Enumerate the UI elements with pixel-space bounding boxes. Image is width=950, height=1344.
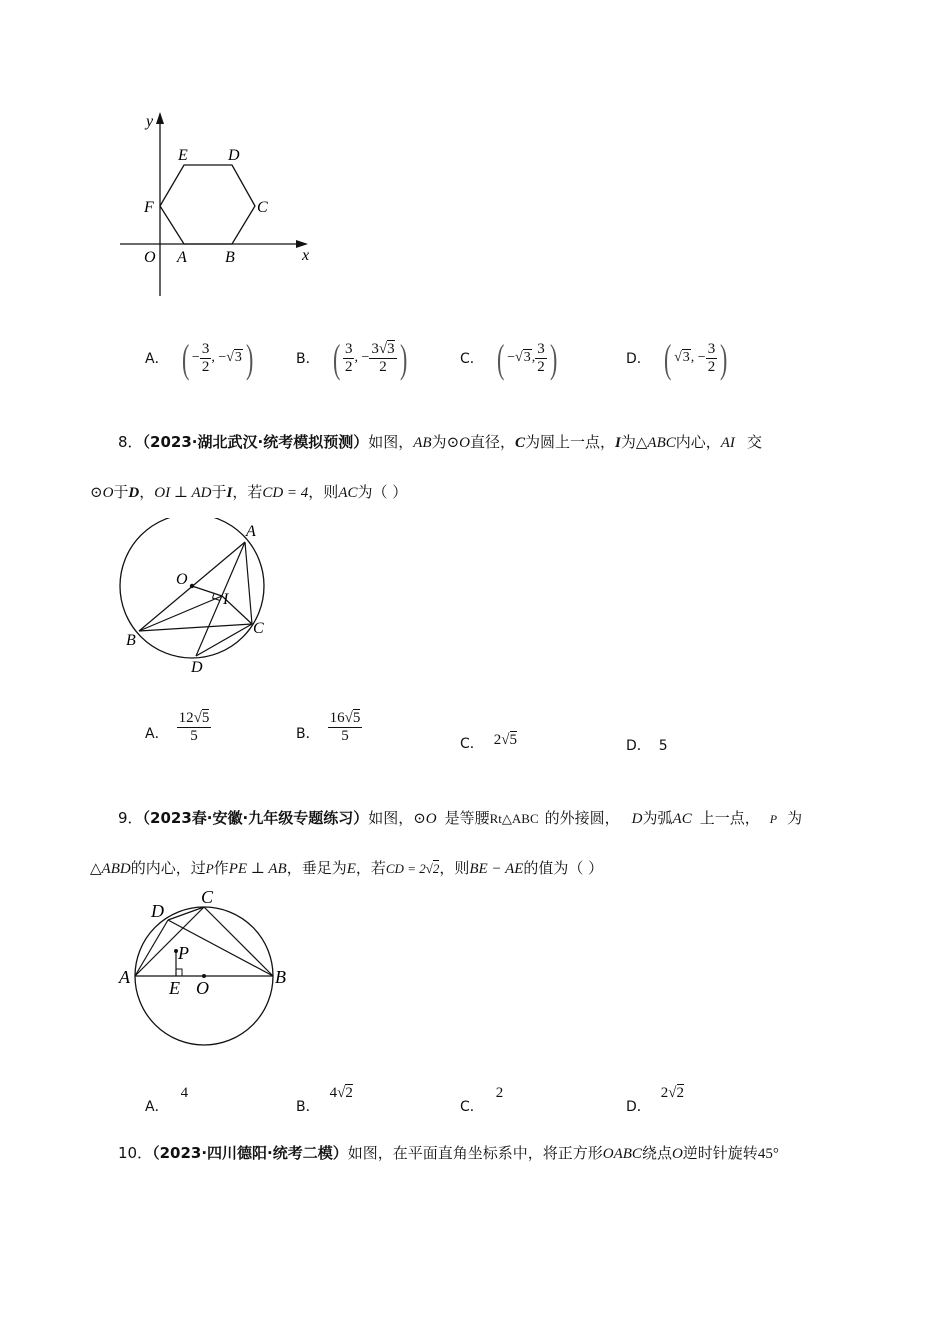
option-letter: D． <box>626 1099 651 1115</box>
y-axis-arrow <box>156 112 164 124</box>
label-I: I <box>223 591 229 608</box>
option-letter: D． <box>626 351 651 367</box>
right-angle-mark <box>176 969 182 976</box>
q9-circle-figure <box>110 885 300 1060</box>
option-letter: B． <box>296 1099 320 1115</box>
label-E: E <box>169 978 180 998</box>
label-D: D <box>191 659 203 676</box>
q9-option-d[interactable]: D．2√2 <box>626 1085 685 1115</box>
q9-option-c[interactable]: C．2 <box>460 1085 504 1115</box>
label-O: O <box>196 978 209 998</box>
segment-BC <box>139 624 252 631</box>
q8-circle-figure <box>110 518 290 678</box>
q9-line2: △ABD的内心，过P作PE ⊥ AB，垂足为E，若CD = 2√2，则BE − AE的值为（ ） <box>90 859 604 877</box>
option-letter: C． <box>460 351 484 367</box>
option-letter: B． <box>296 726 320 742</box>
center-dot <box>190 584 194 588</box>
q8-line1: 8．（2023·湖北武汉·统考模拟预测）如图，AB为⊙O直径，C为圆上一点，I为△ABC内心，AI 交 <box>118 433 762 451</box>
label-C: C <box>253 620 264 637</box>
question-number: 9． <box>118 809 143 827</box>
hexagon <box>160 165 255 244</box>
q7-option-c[interactable]: C． ( − √3 , $\frac{3}{2}$ ) <box>460 335 558 381</box>
label-B: B <box>225 249 235 266</box>
q8-option-d[interactable]: D． 5 <box>626 738 668 754</box>
q7-option-a[interactable]: A． ( − $\frac{3}{2}$ , − √3 ) <box>145 335 254 381</box>
label-E: E <box>178 147 188 164</box>
q10-line1: 10．（2023·四川德阳·统考二模）如图，在平面直角坐标系中，将正方形OABC绕点O逆时针旋转45° <box>118 1144 779 1162</box>
label-A: A <box>119 967 130 987</box>
question-source: （2023春·安徽·九年级专题练习） <box>142 809 369 827</box>
option-letter: D． <box>626 738 651 754</box>
q8-option-a[interactable]: A． $\frac{12√5}{5}$ <box>145 710 210 744</box>
segment-AD <box>196 542 245 656</box>
hexagon-coordinate-figure <box>110 108 330 308</box>
label-B: B <box>126 632 136 649</box>
label-A: A <box>177 249 187 266</box>
label-D: D <box>228 147 240 164</box>
label-C: C <box>257 199 268 216</box>
option-letter: A． <box>145 726 169 742</box>
q9-line1: 9．（2023春·安徽·九年级专题练习）如图，⊙O 是等腰Rt△ABC 的外接圆， D为弧AC 上一点， P 为 <box>118 809 803 827</box>
label-y: y <box>146 113 154 130</box>
option-letter: C． <box>460 736 484 752</box>
label-O: O <box>176 571 188 588</box>
option-letter: A． <box>145 351 169 367</box>
segment-AC <box>245 542 252 624</box>
question-source: （2023·四川德阳·统考二模） <box>152 1144 348 1162</box>
label-P: P <box>178 943 189 963</box>
label-F: F <box>144 199 154 216</box>
segment-BC <box>204 907 273 976</box>
q9-option-a[interactable]: A．4 <box>145 1085 189 1115</box>
segment-AC <box>135 907 204 976</box>
label-A: A <box>246 523 256 540</box>
label-D: D <box>151 901 164 921</box>
option-letter: C． <box>460 1099 484 1115</box>
option-letter: A． <box>145 1099 169 1115</box>
label-B: B <box>275 967 286 987</box>
label-C: C <box>201 887 214 907</box>
segment-OI <box>192 586 222 596</box>
q9-option-b[interactable]: B．4√2 <box>296 1085 353 1115</box>
label-x: x <box>302 247 310 264</box>
q8-option-c[interactable]: C． 2√5 <box>460 732 518 752</box>
q8-option-b[interactable]: B． $\frac{16√5}{5}$ <box>296 710 361 744</box>
question-number: 10． <box>118 1144 153 1162</box>
q7-option-b[interactable]: B． ( $\frac{3}{2}$ , − $\frac{3√3}{2}$ ) <box>296 335 407 381</box>
question-number: 8． <box>118 433 143 451</box>
question-source: （2023·湖北武汉·统考模拟预测） <box>142 433 369 451</box>
q8-line2: ⊙O于D，OI ⊥ AD于I，若CD = 4，则AC为（ ） <box>90 483 408 501</box>
q7-option-d[interactable]: D． ( √3 , − $\frac{3}{2}$ ) <box>626 335 728 381</box>
label-O: O <box>144 249 156 266</box>
option-letter: B． <box>296 351 320 367</box>
